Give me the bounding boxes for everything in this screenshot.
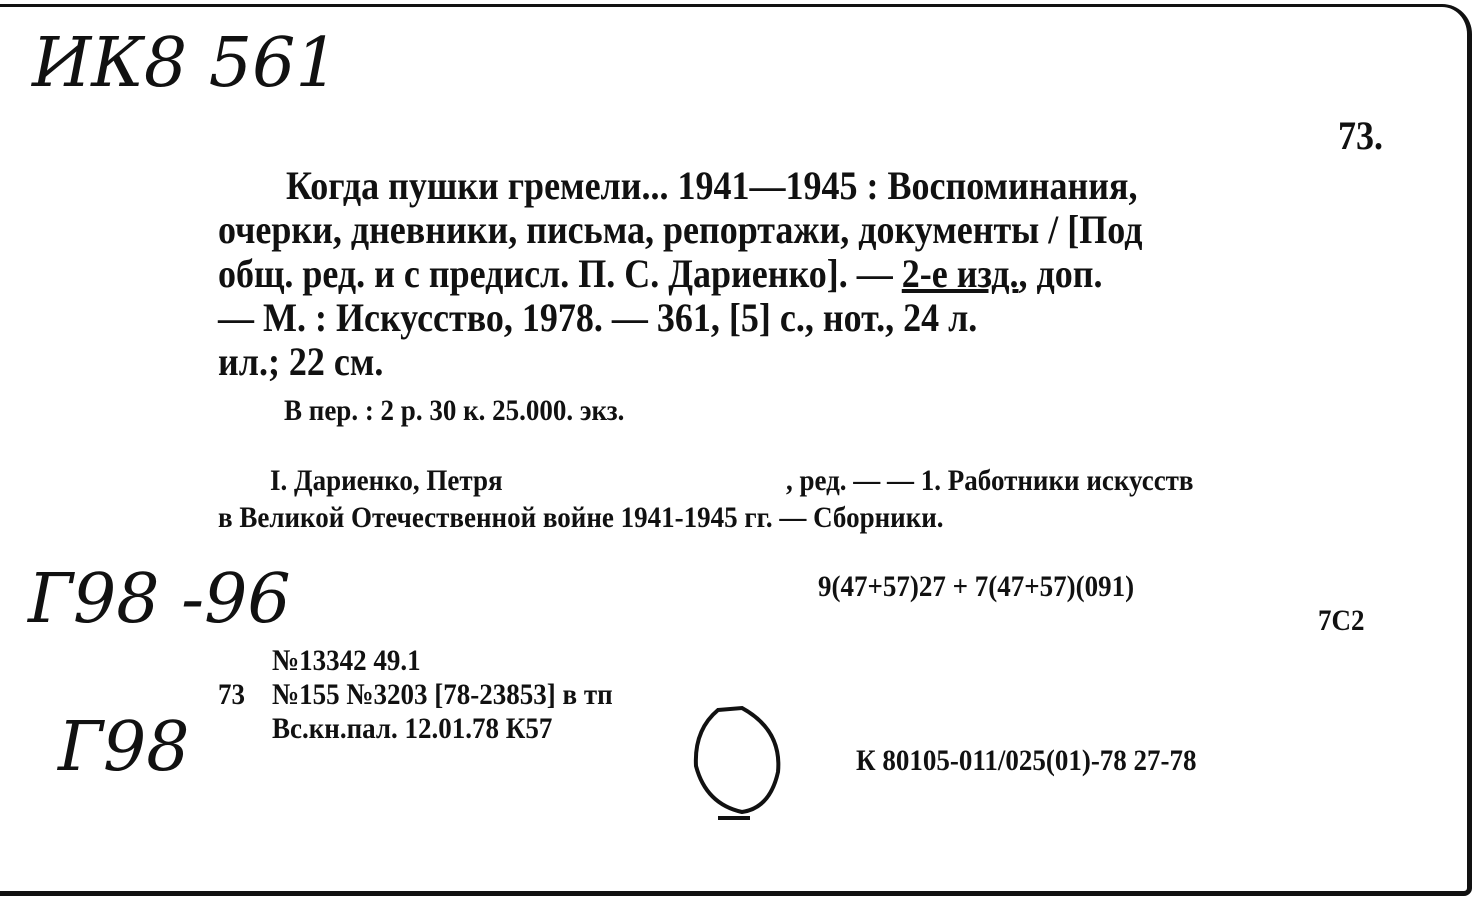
number-line-3: Вс.кн.пал. 12.01.78 К57 bbox=[272, 712, 553, 745]
stamp-mark bbox=[690, 700, 790, 825]
number-line-1: №13342 49.1 bbox=[272, 644, 421, 677]
edition-text: 2-е изд. bbox=[901, 251, 1019, 296]
edition-after: , доп. bbox=[1018, 251, 1103, 296]
subject-line-2: в Великой Отечественной войне 1941-1945 гг. — Сборники. bbox=[218, 501, 944, 534]
title-line-1: Когда пушки гремели... 1941—1945 : Воспоминания, bbox=[286, 163, 1138, 208]
number-line-2: №155 №3203 [78-23853] в тп bbox=[272, 678, 613, 711]
classification-line: 9(47+57)27 + 7(47+57)(091) bbox=[818, 570, 1135, 603]
title-line-2: очерки, дневники, письма, репортажи, документы / [Под bbox=[218, 207, 1143, 252]
handwritten-call-number-2: Г98 bbox=[58, 708, 190, 787]
subject-line-1a: I. Дариенко, Петря bbox=[270, 464, 503, 497]
price-line: В пер. : 2 р. 30 к. 25.000. экз. bbox=[284, 394, 625, 427]
card-number: 73. bbox=[1338, 113, 1383, 158]
imprint-text: общ. ред. и с предисл. П. С. Дариенко]. — bbox=[218, 251, 902, 296]
classification-code: 7С2 bbox=[1318, 604, 1365, 637]
index-line: К 80105-011/025(01)-78 27-78 bbox=[856, 744, 1197, 777]
title-line-5: ил.; 22 см. bbox=[218, 339, 384, 384]
subject-line-1b: , ред. — — 1. Работники искусств bbox=[786, 464, 1194, 497]
handwritten-shelf-mark: ИК8 561 bbox=[32, 24, 339, 103]
title-line-3 bbox=[218, 251, 1103, 296]
number-line-2-prefix: 73 bbox=[218, 678, 245, 711]
handwritten-call-number-1: Г98 -96 bbox=[28, 560, 291, 639]
title-line-4: — М. : Искусство, 1978. — 361, [5] с., нот., 24 л. bbox=[218, 295, 978, 340]
